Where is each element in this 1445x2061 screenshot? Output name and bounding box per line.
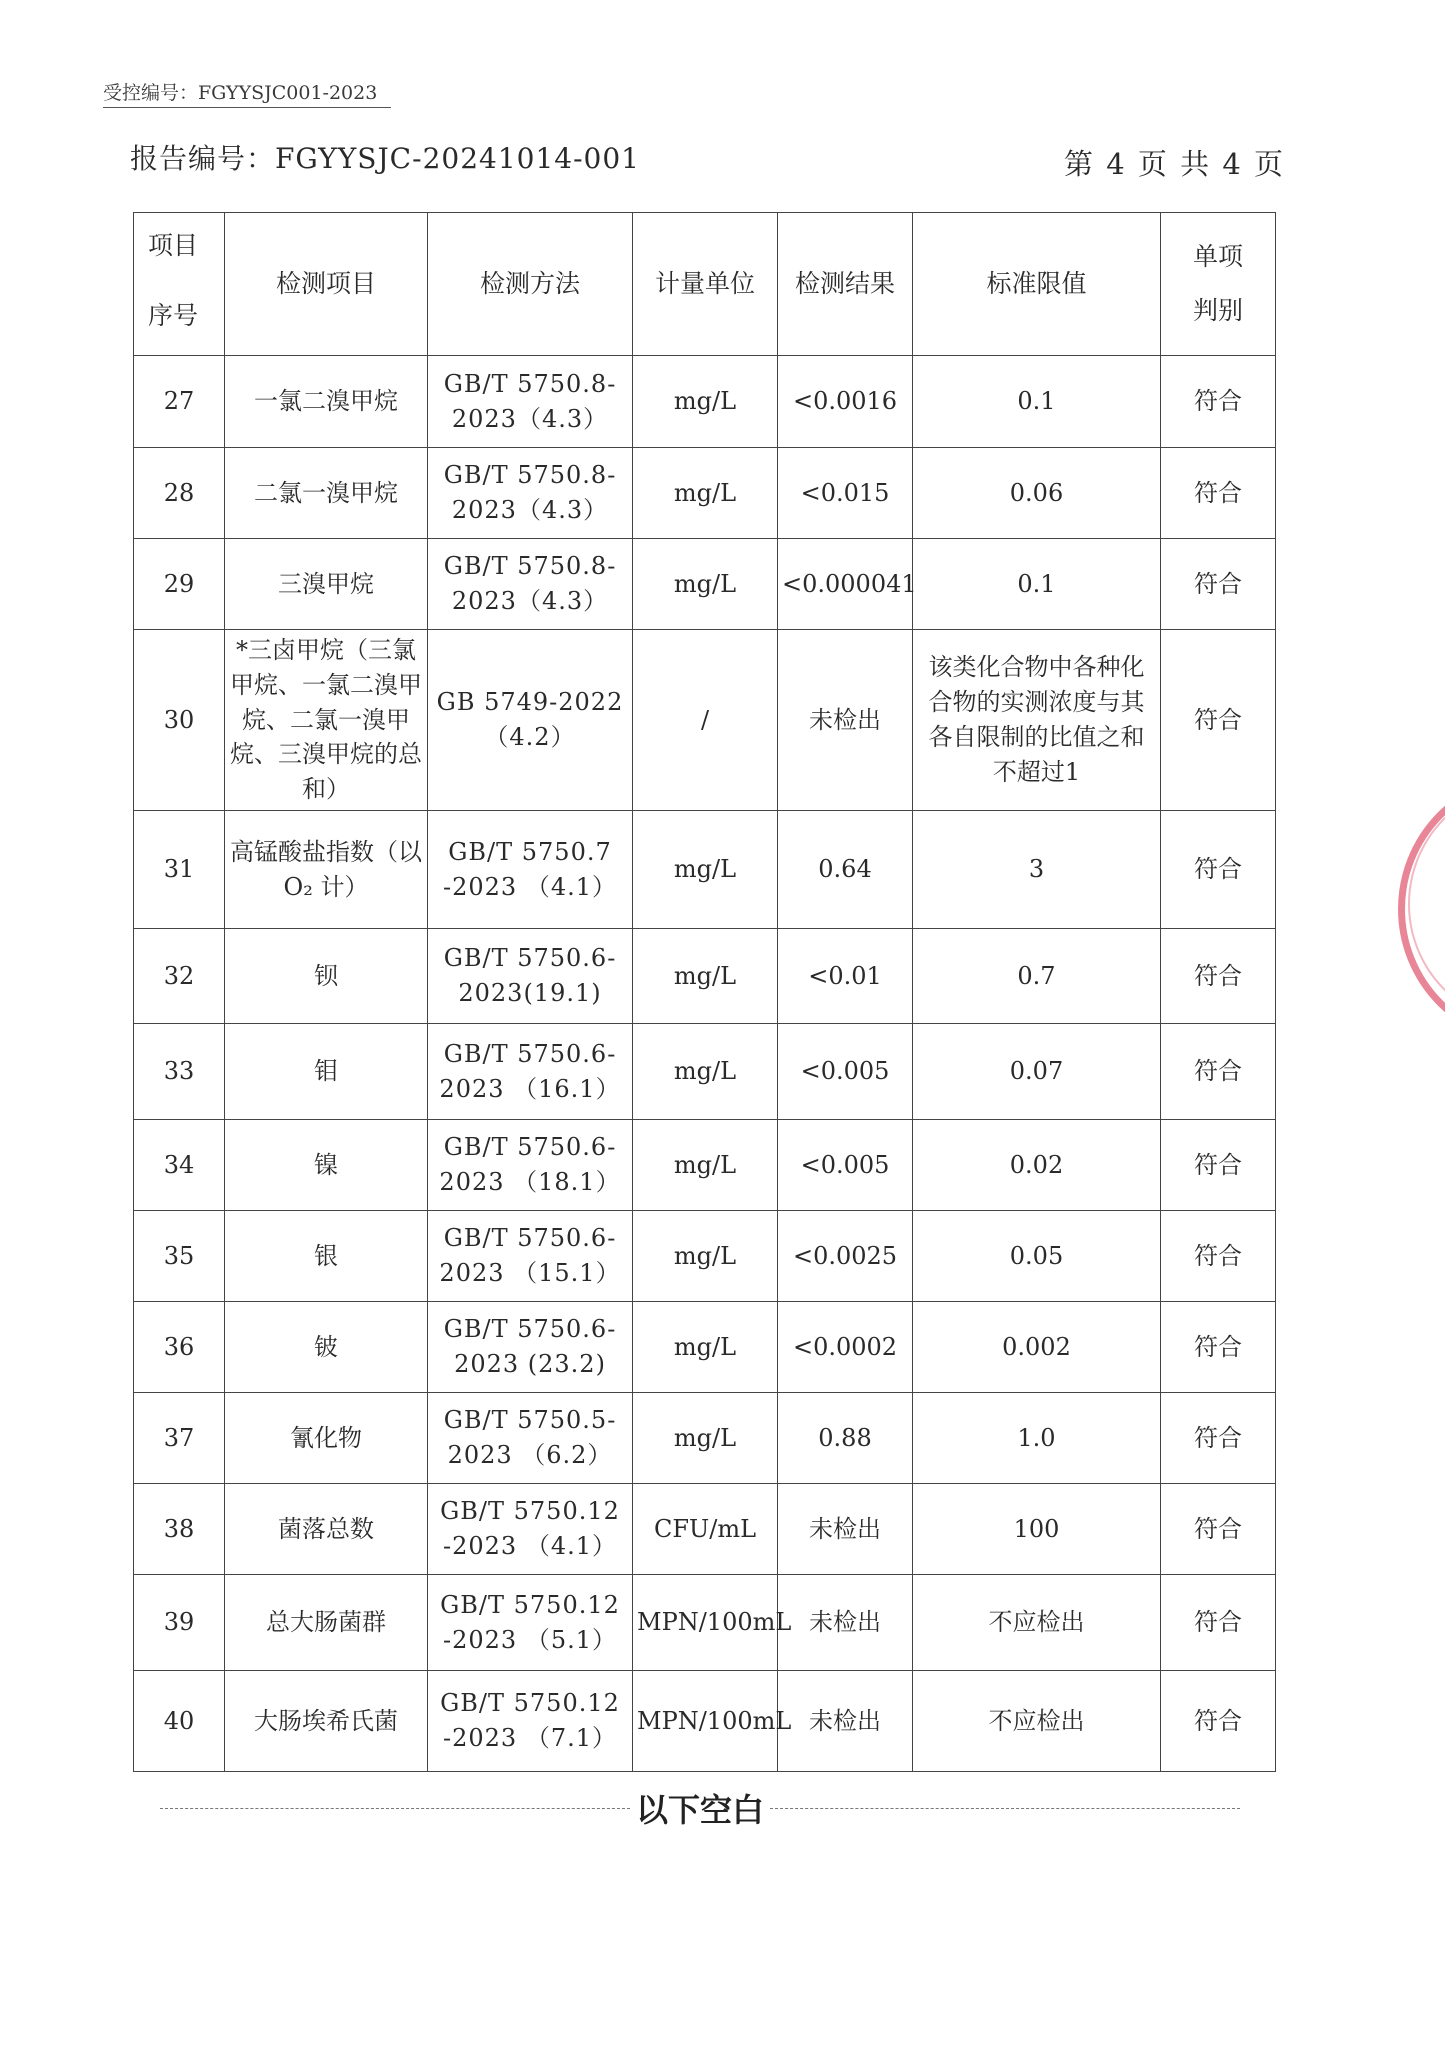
test-result: 未检出: [778, 630, 913, 811]
test-method: [428, 356, 633, 448]
row-number: 34: [134, 1120, 225, 1211]
standard-limit: 该类化合物中各种化合物的实测浓度与其各自限制的比值之和不超过1: [913, 630, 1161, 811]
test-method: [428, 1211, 633, 1302]
test-item: 三溴甲烷: [225, 539, 428, 630]
test-method: [428, 1302, 633, 1393]
header-judge-bottom: 判别: [1192, 296, 1243, 325]
test-method-line2: 2023（4.3）: [451, 587, 609, 615]
unit: CFU/mL: [633, 1484, 778, 1575]
test-method-line1: GB/T 5750.12: [440, 1689, 620, 1718]
test-method-line2: 2023（4.3）: [451, 496, 609, 524]
judgement: 符合: [1161, 811, 1276, 929]
row-number: 31: [134, 811, 225, 929]
table-header-row: [134, 213, 1276, 356]
test-method-line1: GB/T 5750.8-: [443, 552, 617, 581]
judgement: 符合: [1161, 1211, 1276, 1302]
test-method-line2: -2023 （4.1）: [443, 872, 617, 901]
test-result: <0.005: [778, 1120, 913, 1211]
test-method: [428, 811, 633, 929]
blank-below-notice: [160, 1788, 1240, 1828]
header-item-no: [134, 213, 225, 356]
test-method: [428, 1120, 633, 1211]
test-method-line1: GB/T 5750.6-: [443, 1224, 617, 1253]
test-item: 银: [225, 1211, 428, 1302]
unit: MPN/100mL: [633, 1671, 778, 1772]
standard-limit: 0.002: [913, 1302, 1161, 1393]
judgement: 符合: [1161, 1393, 1276, 1484]
test-result: 未检出: [778, 1484, 913, 1575]
table-row: [134, 1575, 1276, 1671]
unit: /: [633, 630, 778, 811]
standard-limit: 1.0: [913, 1393, 1161, 1484]
table-row: [134, 356, 1276, 448]
judgement: 符合: [1161, 1302, 1276, 1393]
test-result: <0.000041: [778, 539, 913, 630]
test-method: [428, 1671, 633, 1772]
test-method: [428, 630, 633, 811]
test-item: 钼: [225, 1024, 428, 1120]
test-item: 铍: [225, 1302, 428, 1393]
test-result: 未检出: [778, 1671, 913, 1772]
unit: mg/L: [633, 929, 778, 1024]
table-row: [134, 1211, 1276, 1302]
table-row: [134, 1393, 1276, 1484]
test-method: [428, 1393, 633, 1484]
unit: mg/L: [633, 539, 778, 630]
test-method: [428, 929, 633, 1024]
test-method: [428, 448, 633, 539]
dashed-line-right: [770, 1808, 1240, 1809]
test-result: <0.0025: [778, 1211, 913, 1302]
test-method: [428, 539, 633, 630]
page-info: 第 4 页 共 4 页: [1064, 147, 1285, 181]
judgement: 符合: [1161, 1575, 1276, 1671]
standard-limit: 0.7: [913, 929, 1161, 1024]
results-table: [133, 212, 1276, 1772]
test-method-line2: -2023 （5.1）: [443, 1625, 617, 1654]
test-method-line1: GB/T 5750.6-: [443, 944, 617, 973]
standard-limit: 3: [913, 811, 1161, 929]
row-number: 36: [134, 1302, 225, 1393]
test-method-line2: 2023(19.1): [458, 979, 602, 1007]
test-method-line1: GB/T 5750.8-: [443, 369, 617, 398]
test-result: 未检出: [778, 1575, 913, 1671]
standard-limit: 0.05: [913, 1211, 1161, 1302]
standard-limit: 0.1: [913, 356, 1161, 448]
unit: MPN/100mL: [633, 1575, 778, 1671]
judgement: 符合: [1161, 1120, 1276, 1211]
test-method-line2: 2023 （16.1）: [439, 1074, 621, 1103]
judgement: 符合: [1161, 929, 1276, 1024]
standard-limit: 0.07: [913, 1024, 1161, 1120]
row-number: 28: [134, 448, 225, 539]
row-number: 35: [134, 1211, 225, 1302]
test-method-line1: GB/T 5750.6-: [443, 1039, 617, 1068]
judgement: 符合: [1161, 1671, 1276, 1772]
table-row: [134, 1671, 1276, 1772]
dashed-line-left: [160, 1808, 630, 1809]
table-row: [134, 929, 1276, 1024]
test-item: 二氯一溴甲烷: [225, 448, 428, 539]
row-number: 37: [134, 1393, 225, 1484]
test-item: 氰化物: [225, 1393, 428, 1484]
header-item: 检测项目: [225, 213, 428, 356]
unit: mg/L: [633, 1024, 778, 1120]
row-number: 39: [134, 1575, 225, 1671]
row-number: 27: [134, 356, 225, 448]
test-method: [428, 1024, 633, 1120]
test-method-line1: GB/T 5750.12: [440, 1590, 620, 1619]
test-method-line2: -2023 （4.1）: [443, 1532, 617, 1560]
test-result: 0.88: [778, 1393, 913, 1484]
test-method-line1: GB/T 5750.7: [448, 837, 612, 866]
test-method-line1: GB/T 5750.12: [440, 1497, 620, 1526]
header-unit: 计量单位: [633, 213, 778, 356]
judgement: 符合: [1161, 630, 1276, 811]
unit: mg/L: [633, 1302, 778, 1393]
test-item: 高锰酸盐指数（以O₂ 计）: [225, 811, 428, 929]
header-no-bottom: 序号: [148, 301, 199, 330]
test-item: 菌落总数: [225, 1484, 428, 1575]
test-method-line1: GB/T 5750.6-: [443, 1133, 617, 1162]
standard-limit: 0.06: [913, 448, 1161, 539]
unit: mg/L: [633, 356, 778, 448]
row-number: 33: [134, 1024, 225, 1120]
standard-limit: 不应检出: [913, 1575, 1161, 1671]
unit: mg/L: [633, 811, 778, 929]
test-method-line2: 2023（4.3）: [451, 404, 609, 433]
unit: mg/L: [633, 1120, 778, 1211]
judgement: 符合: [1161, 1484, 1276, 1575]
table-row: [134, 1024, 1276, 1120]
header-no-top: 项目: [148, 230, 199, 260]
header-judge: [1161, 213, 1276, 356]
row-number: 32: [134, 929, 225, 1024]
test-result: <0.01: [778, 929, 913, 1024]
test-result: 0.64: [778, 811, 913, 929]
blank-below-text: 以下空白: [636, 1791, 765, 1829]
report-number: 报告编号：FGYYSJC-20241014-001: [130, 142, 640, 175]
test-result: <0.005: [778, 1024, 913, 1120]
header-limit: 标准限值: [913, 213, 1161, 356]
unit: mg/L: [633, 1211, 778, 1302]
control-number: 受控编号：FGYYSJC001-2023: [103, 78, 391, 108]
test-result: <0.0016: [778, 356, 913, 448]
test-method-line2: 2023 （18.1）: [439, 1168, 621, 1196]
judgement: 符合: [1161, 448, 1276, 539]
test-method-line1: GB/T 5750.8-: [443, 461, 617, 490]
header-method: 检测方法: [428, 213, 633, 356]
table-row: [134, 539, 1276, 630]
unit: mg/L: [633, 1393, 778, 1484]
test-result: <0.015: [778, 448, 913, 539]
test-method-line2: 2023 (23.2): [454, 1350, 606, 1378]
test-item: 钡: [225, 929, 428, 1024]
standard-limit: 0.02: [913, 1120, 1161, 1211]
test-method-line2: 2023 （15.1）: [439, 1259, 621, 1287]
table-row: [134, 448, 1276, 539]
row-number: 29: [134, 539, 225, 630]
test-method: [428, 1575, 633, 1671]
judgement: 符合: [1161, 356, 1276, 448]
judgement: 符合: [1161, 1024, 1276, 1120]
row-number: 38: [134, 1484, 225, 1575]
test-result: <0.0002: [778, 1302, 913, 1393]
test-item: 总大肠菌群: [225, 1575, 428, 1671]
row-number: 40: [134, 1671, 225, 1772]
test-method-line2: 2023 （6.2）: [447, 1441, 613, 1469]
test-item: 一氯二溴甲烷: [225, 356, 428, 448]
test-method-line1: GB/T 5750.5-: [443, 1406, 617, 1435]
test-method: [428, 1484, 633, 1575]
table-row: [134, 630, 1276, 811]
header-result: 检测结果: [778, 213, 913, 356]
test-item: 镍: [225, 1120, 428, 1211]
table-row: [134, 811, 1276, 929]
table-row: [134, 1484, 1276, 1575]
unit: mg/L: [633, 448, 778, 539]
test-item: *三卤甲烷（三氯甲烷、一氯二溴甲烷、二氯一溴甲烷、三溴甲烷的总和）: [225, 630, 428, 811]
test-item: 大肠埃希氏菌: [225, 1671, 428, 1772]
row-number: 30: [134, 630, 225, 811]
table-row: [134, 1120, 1276, 1211]
test-method-line2: -2023 （7.1）: [443, 1724, 617, 1752]
standard-limit: 0.1: [913, 539, 1161, 630]
standard-limit: 不应检出: [913, 1671, 1161, 1772]
test-method-line2: （4.2）: [484, 723, 576, 751]
test-method-line1: GB/T 5750.6-: [443, 1315, 617, 1344]
standard-limit: 100: [913, 1484, 1161, 1575]
table-row: [134, 1302, 1276, 1393]
judgement: 符合: [1161, 539, 1276, 630]
header-judge-top: 单项: [1192, 241, 1243, 271]
test-method-line1: GB 5749-2022: [436, 688, 624, 717]
